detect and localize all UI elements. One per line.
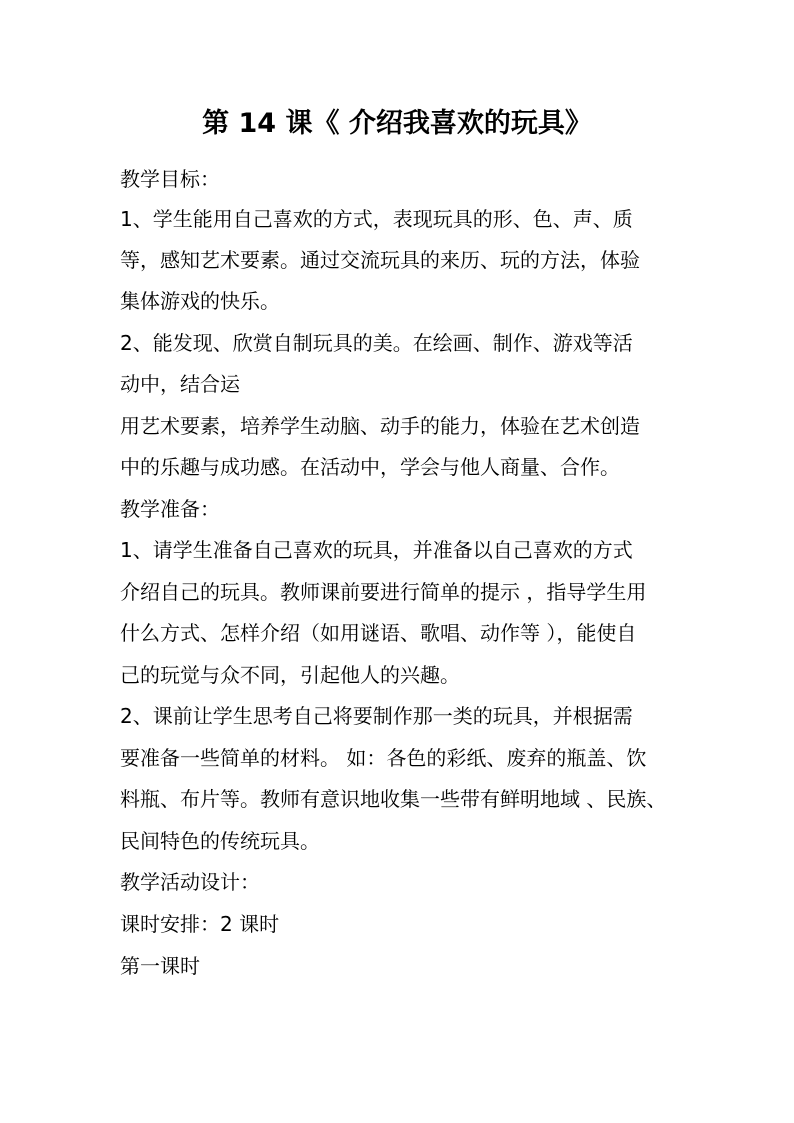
paragraph-line: 1、请学生准备自己喜欢的玩具，并准备以自己喜欢的方式: [120, 538, 633, 562]
lesson-schedule: 课时安排：2 课时: [120, 912, 280, 936]
paragraph-line: 中的乐趣与成功感。在活动中，学会与他人商量、合作。: [120, 455, 620, 479]
paragraph-line: 要准备一些简单的材料。 如：各色的彩纸、废弃的瓶盖、饮: [120, 746, 647, 770]
heading-activity-design: 教学活动设计：: [120, 870, 260, 894]
paragraph-line: 民间特色的传统玩具。: [120, 829, 320, 853]
paragraph-line: 等，感知艺术要素。通过交流玩具的来历、玩的方法，体验: [120, 248, 640, 272]
paragraph-line: 2、课前让学生思考自己将要制作那一类的玩具，并根据需: [120, 704, 633, 728]
document-title: 第 14 课《 介绍我喜欢的玩具》: [202, 108, 592, 139]
heading-teaching-preparation: 教学准备：: [120, 497, 220, 521]
paragraph-line: 集体游戏的快乐。: [120, 289, 280, 313]
heading-teaching-goals: 教学目标：: [120, 167, 220, 191]
paragraph-line: 什么方式、怎样介绍（如用谜语、歌唱、动作等 ），能使自: [120, 621, 637, 645]
paragraph-line: 己的玩觉与众不同，引起他人的兴趣。: [120, 663, 460, 687]
paragraph-line: 料瓶、布片等。教师有意识地收集一些带有鲜明地域 、民族、: [120, 787, 667, 811]
paragraph-line: 动中，结合运: [120, 372, 240, 396]
paragraph-line: 1、学生能用自己喜欢的方式，表现玩具的形、色、声、质: [120, 207, 633, 231]
paragraph-line: 用艺术要素，培养学生动脑、动手的能力，体验在艺术创造: [120, 414, 640, 438]
paragraph-line: 2、能发现、欣赏自制玩具的美。在绘画、制作、游戏等活: [120, 331, 633, 355]
paragraph-line: 介绍自己的玩具。教师课前要进行简单的提示 ，指导学生用: [120, 580, 647, 604]
first-lesson-heading: 第一课时: [120, 954, 200, 978]
